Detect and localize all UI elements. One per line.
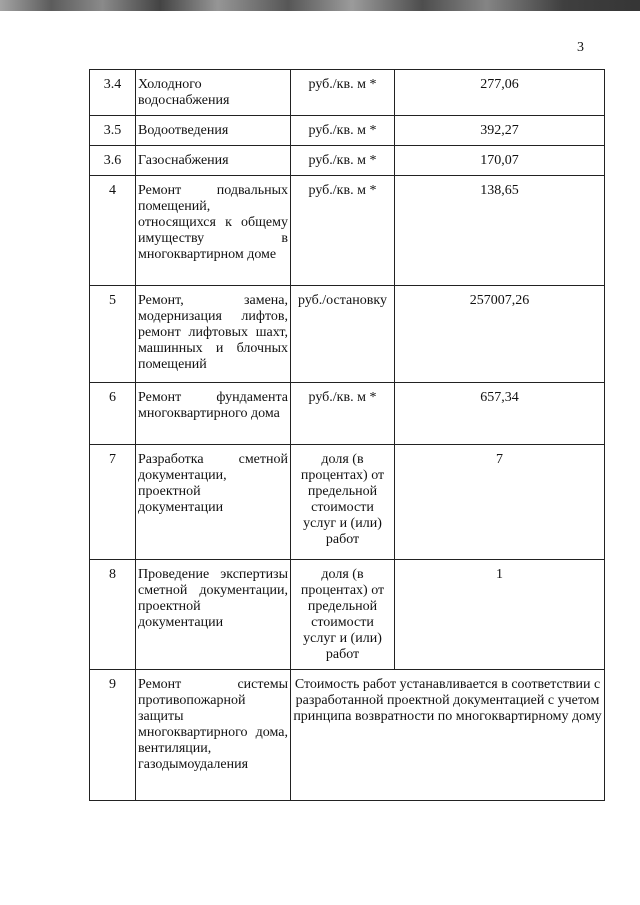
row-number: 8 bbox=[90, 560, 136, 670]
row-number: 3.5 bbox=[90, 116, 136, 146]
page-number: 3 bbox=[577, 40, 584, 55]
value: 257007,26 bbox=[395, 286, 605, 383]
unit: доля (в процентах) от предельной стоимости услуг и (или) работ bbox=[291, 560, 395, 670]
value: 7 bbox=[395, 445, 605, 560]
value: 138,65 bbox=[395, 176, 605, 286]
unit: доля (в процентах) от предельной стоимости услуг и (или) работ bbox=[291, 445, 395, 560]
work-name: Газоснабжения bbox=[136, 146, 291, 176]
unit: руб./остановку bbox=[291, 286, 395, 383]
scan-edge-artifact bbox=[0, 0, 640, 11]
table-row bbox=[90, 670, 605, 801]
work-name: Ремонт подвальных помещений, относящихся к общему имуществу в многоквартирном доме bbox=[136, 176, 291, 286]
work-name: Водоотведения bbox=[136, 116, 291, 146]
unit: руб./кв. м * bbox=[291, 146, 395, 176]
value: 170,07 bbox=[395, 146, 605, 176]
table-row bbox=[90, 116, 605, 146]
value: 657,34 bbox=[395, 383, 605, 445]
row-number: 5 bbox=[90, 286, 136, 383]
row-number: 3.4 bbox=[90, 70, 136, 116]
work-name: Ремонт фундамента многоквартирного дома bbox=[136, 383, 291, 445]
value: 392,27 bbox=[395, 116, 605, 146]
unit: руб./кв. м * bbox=[291, 176, 395, 286]
table-row bbox=[90, 445, 605, 560]
unit: руб./кв. м * bbox=[291, 70, 395, 116]
unit: руб./кв. м * bbox=[291, 383, 395, 445]
row-number: 3.6 bbox=[90, 146, 136, 176]
row-number: 6 bbox=[90, 383, 136, 445]
cost-note: Стоимость работ устанавливается в соответствии с разработанной проектной документацией с учетом принципа возвратности по многоквартирному дому bbox=[291, 670, 605, 801]
unit: руб./кв. м * bbox=[291, 116, 395, 146]
row-number: 9 bbox=[90, 670, 136, 801]
value: 277,06 bbox=[395, 70, 605, 116]
pricing-table bbox=[89, 69, 605, 801]
work-name: Ремонт, замена, модернизация лифтов, ремонт лифтовых шахт, машинных и блочных помещений bbox=[136, 286, 291, 383]
table-row bbox=[90, 176, 605, 286]
value: 1 bbox=[395, 560, 605, 670]
work-name: Холодного водоснабжения bbox=[136, 70, 291, 116]
row-number: 7 bbox=[90, 445, 136, 560]
table-row bbox=[90, 383, 605, 445]
work-name: Разработка сметной документации, проектной документации bbox=[136, 445, 291, 560]
table-row bbox=[90, 286, 605, 383]
work-name: Ремонт системы противопожарной защиты многоквартирного дома, вентиляции, газодымоудаления bbox=[136, 670, 291, 801]
row-number: 4 bbox=[90, 176, 136, 286]
table-row bbox=[90, 146, 605, 176]
table-row bbox=[90, 560, 605, 670]
work-name: Проведение экспертизы сметной документации, проектной документации bbox=[136, 560, 291, 670]
table-row bbox=[90, 70, 605, 116]
